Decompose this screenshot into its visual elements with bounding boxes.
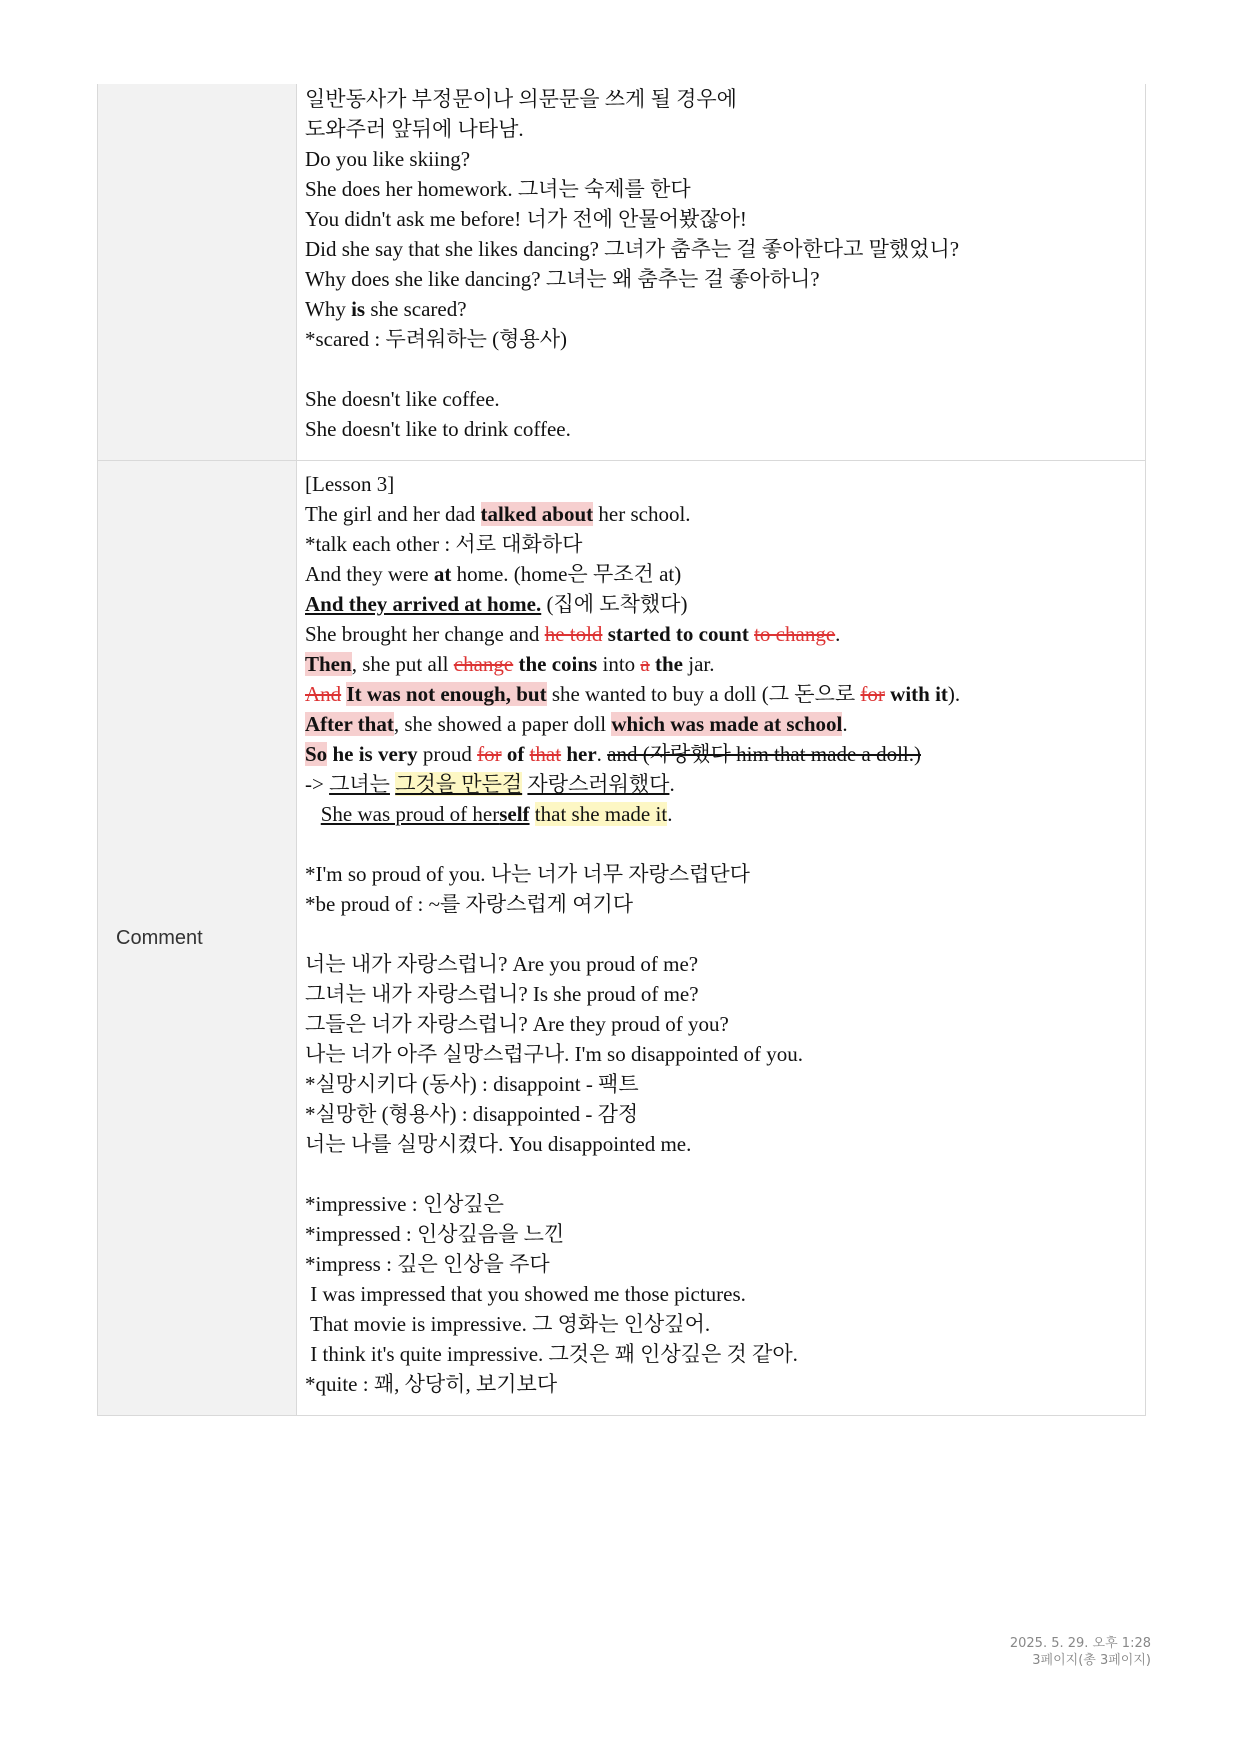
text-line: *scared : 두려워하는 (형용사) bbox=[305, 327, 567, 351]
text-line: And It was not enough, but she wanted to buy a doll (그 돈으로 for with it). bbox=[305, 682, 961, 706]
text-line bbox=[305, 919, 1137, 949]
text-line: She does her homework. 그녀는 숙제를 한다 bbox=[305, 177, 691, 201]
text-line bbox=[305, 1159, 1137, 1189]
text-line: 도와주러 앞뒤에 나타남. bbox=[305, 117, 524, 141]
table-row bbox=[98, 84, 1145, 460]
text-line: And they arrived at home. (집에 도착했다) bbox=[305, 592, 688, 616]
text-line: The girl and her dad talked about her school. bbox=[305, 502, 691, 526]
text-line: She brought her change and he told started to count to change. bbox=[305, 622, 841, 646]
text-line: 그들은 너가 자랑스럽니? Are they proud of you? bbox=[305, 1012, 729, 1036]
text-line: *실망시키다 (동사) : disappoint - 팩트 bbox=[305, 1072, 639, 1096]
text-line: *실망한 (형용사) : disappointed - 감정 bbox=[305, 1102, 639, 1126]
text-line: Why is she scared? bbox=[305, 297, 467, 321]
text-line: So he is very proud for of that her. and (자랑했다 him that made a doll.) bbox=[305, 742, 921, 766]
text-line: *impress : 깊은 인상을 주다 bbox=[305, 1252, 550, 1276]
text-line: Then, she put all change the coins into a the jar. bbox=[305, 652, 715, 676]
text-line: She was proud of herself that she made it. bbox=[320, 802, 673, 826]
notes-table bbox=[97, 84, 1146, 1416]
text-line: Why does she like dancing? 그녀는 왜 춤추는 걸 좋아하니? bbox=[305, 267, 820, 291]
text-line: *talk each other : 서로 대화하다 bbox=[305, 532, 583, 556]
row-content bbox=[297, 461, 1145, 1415]
page-footer bbox=[1010, 1635, 1151, 1669]
text-line: *impressive : 인상깊은 bbox=[305, 1192, 504, 1216]
row-label: Comment bbox=[98, 461, 297, 1415]
text-line: Did she say that she likes dancing? 그녀가 춤추는 걸 좋아한다고 말했었니? bbox=[305, 237, 960, 261]
text-line: 너는 내가 자랑스럽니? Are you proud of me? bbox=[305, 952, 699, 976]
text-line: After that, she showed a paper doll which was made at school. bbox=[305, 712, 848, 736]
text-line: 너는 나를 실망시켰다. You disappointed me. bbox=[305, 1132, 692, 1156]
text-line bbox=[305, 829, 1137, 859]
lesson-heading: [Lesson 3] bbox=[305, 472, 395, 496]
text-line: 나는 너가 아주 실망스럽구나. I'm so disappointed of you. bbox=[305, 1042, 804, 1066]
text-line: That movie is impressive. 그 영화는 인상깊어. bbox=[305, 1312, 711, 1336]
row-label bbox=[98, 84, 297, 460]
page-number: 3페이지(총 3페이지) bbox=[1032, 1653, 1151, 1668]
text-line: 그녀는 내가 자랑스럽니? Is she proud of me? bbox=[305, 982, 699, 1006]
text-line: I was impressed that you showed me those pictures. bbox=[305, 1282, 746, 1306]
table-row bbox=[98, 460, 1145, 1415]
row-content bbox=[297, 84, 1145, 460]
text-line: *impressed : 인상깊음을 느낀 bbox=[305, 1222, 565, 1246]
text-line: *quite : 꽤, 상당히, 보기보다 bbox=[305, 1372, 558, 1396]
text-line: She doesn't like to drink coffee. bbox=[305, 417, 571, 441]
text-line: I think it's quite impressive. 그것은 꽤 인상깊은 것 같아. bbox=[305, 1342, 798, 1366]
text-line: *I'm so proud of you. 나는 너가 너무 자랑스럽단다 bbox=[305, 862, 750, 886]
text-line: She doesn't like coffee. bbox=[305, 387, 500, 411]
text-line: *be proud of : ~를 자랑스럽게 여기다 bbox=[305, 892, 634, 916]
text-line: Do you like skiing? bbox=[305, 147, 471, 171]
text-line: 일반동사가 부정문이나 의문문을 쓰게 될 경우에 bbox=[305, 87, 737, 111]
print-datetime: 2025. 5. 29. 오후 1:28 bbox=[1009, 1636, 1151, 1651]
text-line: And they were at home. (home은 무조건 at) bbox=[305, 562, 682, 586]
text-line: You didn't ask me before! 너가 전에 안물어봤잖아! bbox=[305, 207, 747, 231]
text-line bbox=[305, 354, 1137, 384]
text-line: -> 그녀는 그것을 만든걸 자랑스러워했다. bbox=[305, 772, 675, 796]
